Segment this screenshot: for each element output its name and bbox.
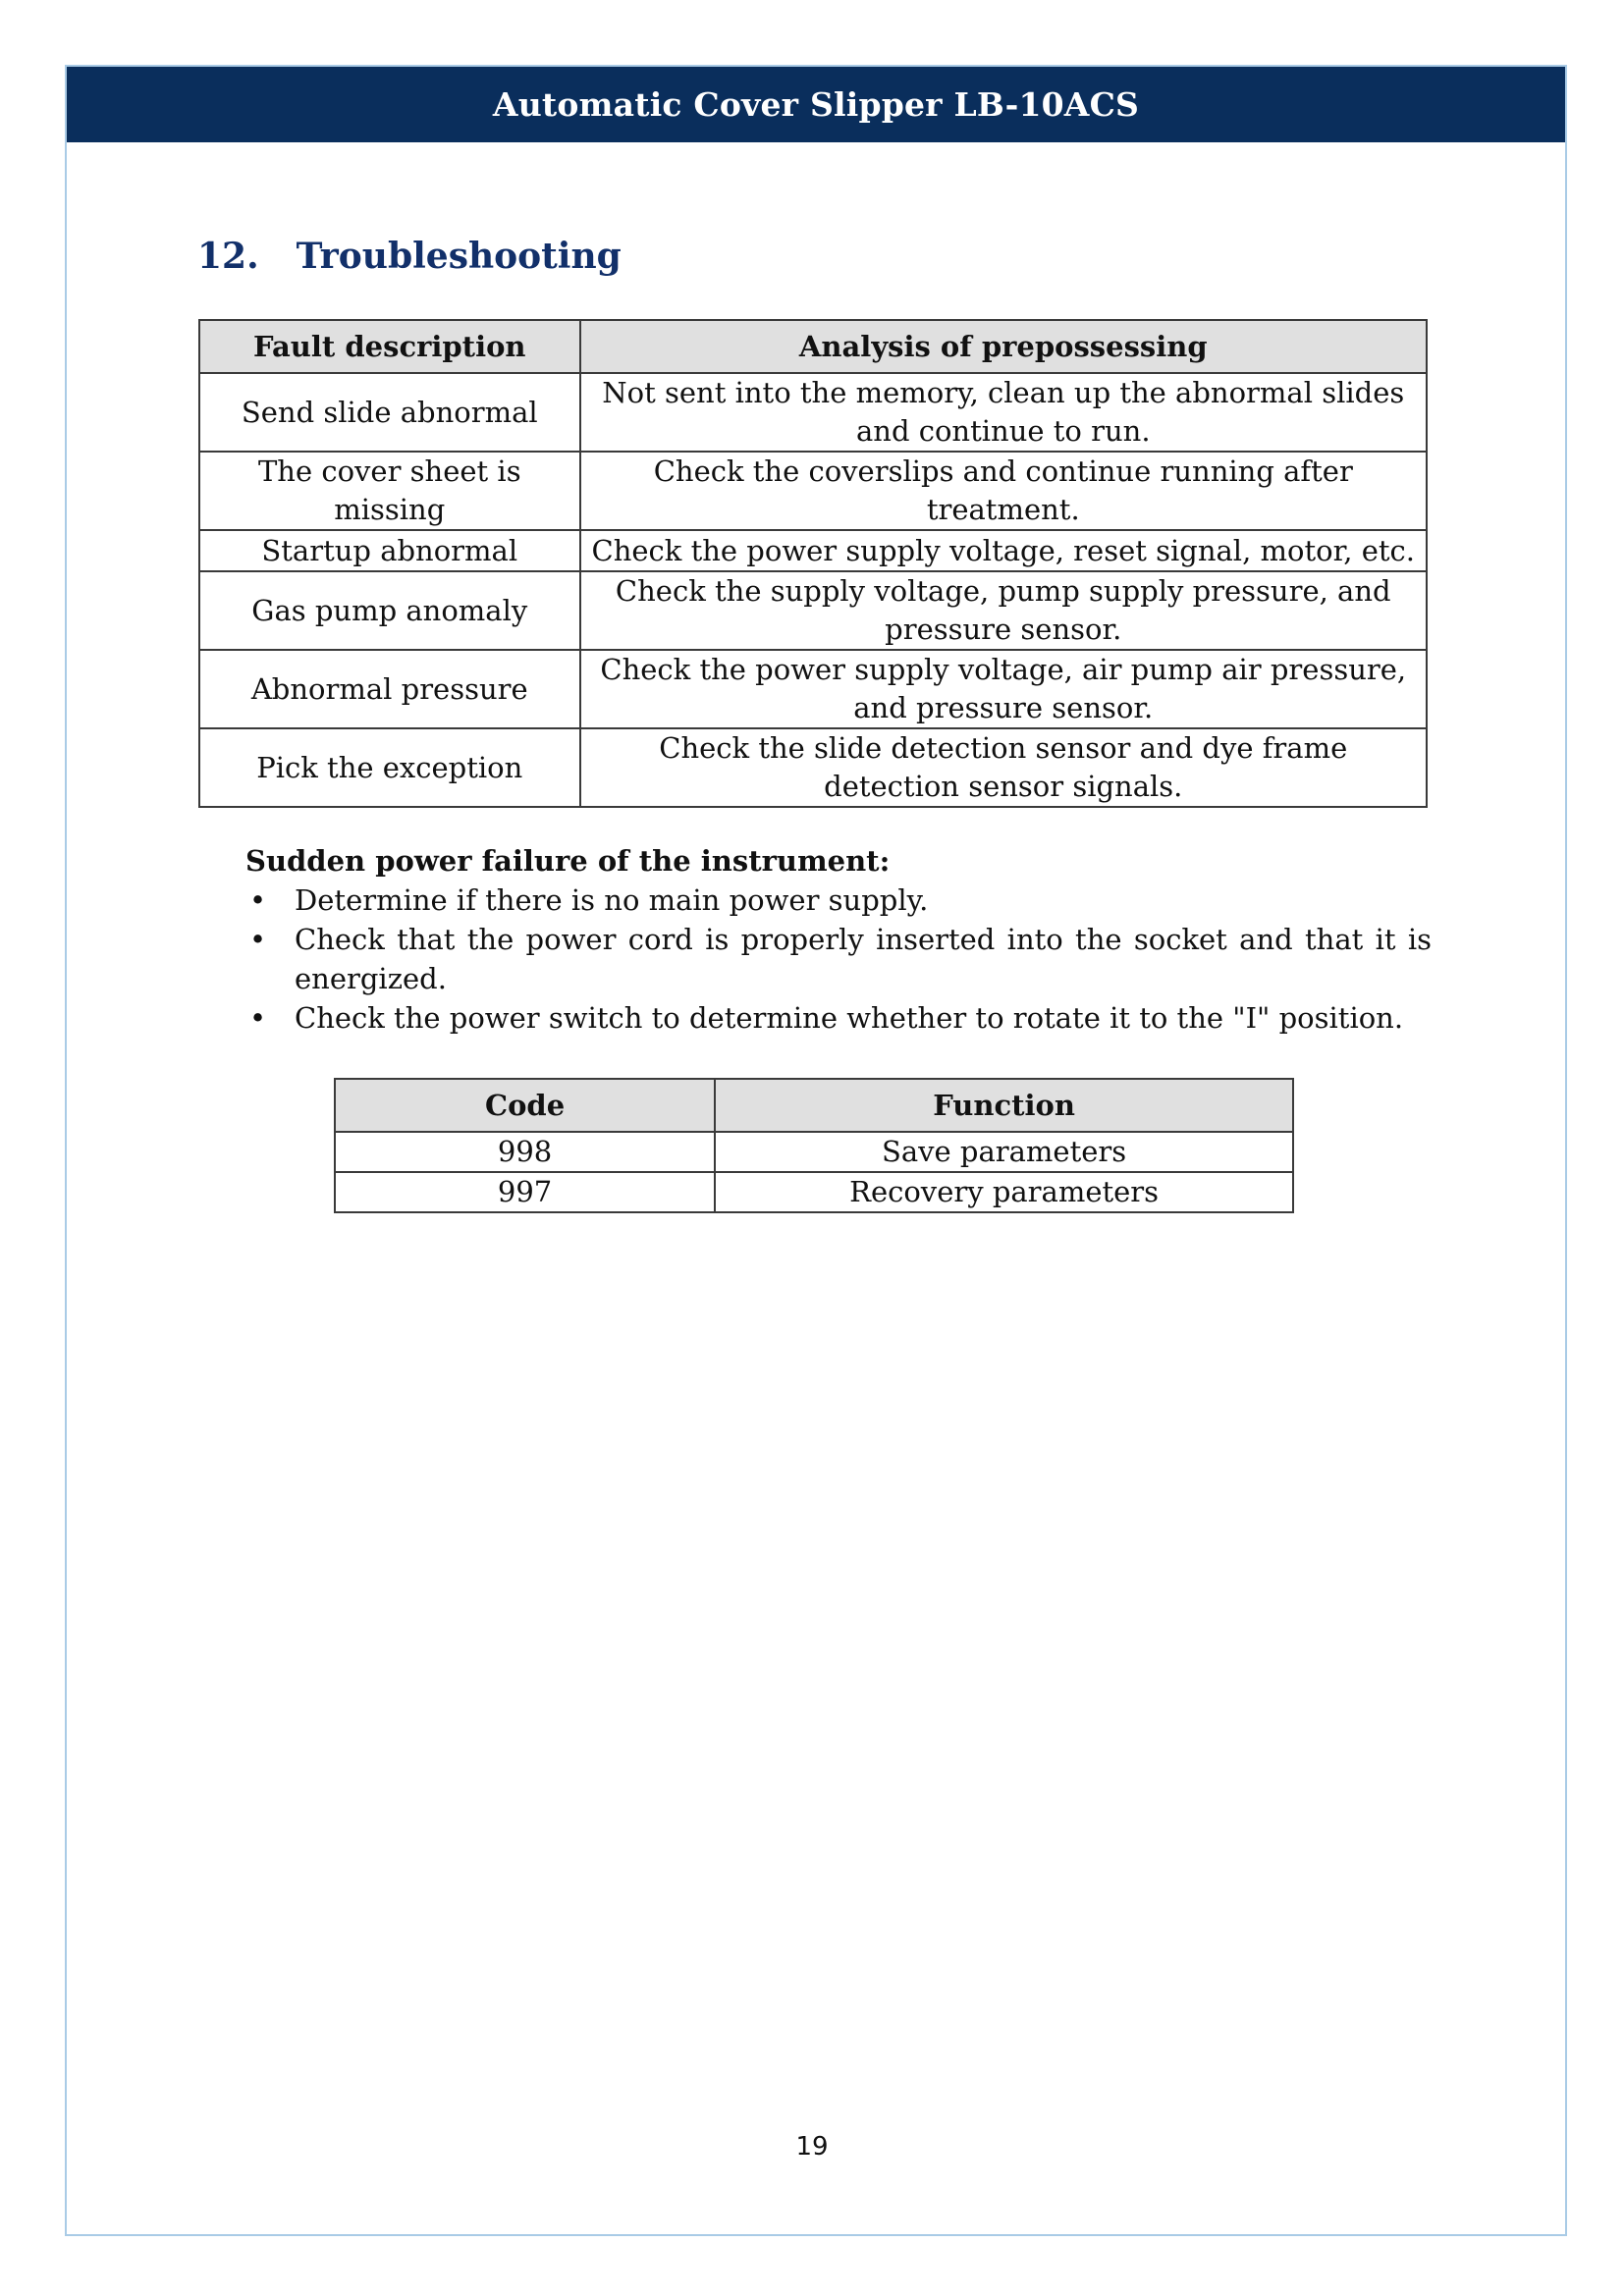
section-heading	[197, 236, 622, 277]
fault-cell: Send slide abnormal	[199, 373, 580, 452]
list-item	[245, 998, 1432, 1038]
section-title: Troubleshooting	[296, 236, 622, 277]
list-item	[245, 920, 1432, 998]
list-item-text: Check that the power cord is properly inserted into the socket and that it is energized.	[295, 923, 1432, 995]
analysis-cell: Check the power supply voltage, air pump air pressure, and pressure sensor.	[580, 650, 1427, 728]
bullet-icon: •	[249, 883, 267, 917]
document-title: Automatic Cover Slipper LB-10ACS	[492, 85, 1140, 124]
table-row	[199, 530, 1427, 571]
column-header-code: Code	[335, 1079, 715, 1132]
power-failure-list	[245, 881, 1432, 1038]
function-cell: Recovery parameters	[715, 1172, 1293, 1212]
section-number: 12.	[197, 236, 259, 277]
bullet-icon: •	[249, 1001, 267, 1035]
power-failure-section	[245, 841, 1432, 1038]
table-header-row	[199, 320, 1427, 373]
fault-cell: Gas pump anomaly	[199, 571, 580, 650]
list-item-text: Determine if there is no main power supply.	[295, 883, 929, 917]
column-header-analysis: Analysis of prepossessing	[580, 320, 1427, 373]
list-item	[245, 881, 1432, 920]
table-row	[199, 571, 1427, 650]
code-cell: 997	[335, 1172, 715, 1212]
table-row	[199, 650, 1427, 728]
column-header-fault: Fault description	[199, 320, 580, 373]
fault-cell: Startup abnormal	[199, 530, 580, 571]
table-row	[199, 373, 1427, 452]
analysis-cell: Check the slide detection sensor and dye frame detection sensor signals.	[580, 728, 1427, 807]
function-cell: Save parameters	[715, 1132, 1293, 1172]
table-row	[335, 1132, 1293, 1172]
analysis-cell: Check the power supply voltage, reset signal, motor, etc.	[580, 530, 1427, 571]
troubleshooting-table	[198, 319, 1428, 808]
fault-cell: Pick the exception	[199, 728, 580, 807]
table-row	[199, 728, 1427, 807]
fault-cell: Abnormal pressure	[199, 650, 580, 728]
code-cell: 998	[335, 1132, 715, 1172]
column-header-function: Function	[715, 1079, 1293, 1132]
list-item-text: Check the power switch to determine whether to rotate it to the "I" position.	[295, 1001, 1404, 1035]
table-header-row	[335, 1079, 1293, 1132]
analysis-cell: Not sent into the memory, clean up the abnormal slides and continue to run.	[580, 373, 1427, 452]
bullet-icon: •	[249, 923, 267, 956]
analysis-cell: Check the coverslips and continue running after treatment.	[580, 452, 1427, 530]
table-row	[199, 452, 1427, 530]
document-header	[67, 67, 1565, 142]
power-failure-heading: Sudden power failure of the instrument:	[245, 844, 891, 878]
table-row	[335, 1172, 1293, 1212]
code-table	[334, 1078, 1294, 1213]
analysis-cell: Check the supply voltage, pump supply pressure, and pressure sensor.	[580, 571, 1427, 650]
page-number: 19	[795, 2132, 829, 2162]
fault-cell: The cover sheet is missing	[199, 452, 580, 530]
